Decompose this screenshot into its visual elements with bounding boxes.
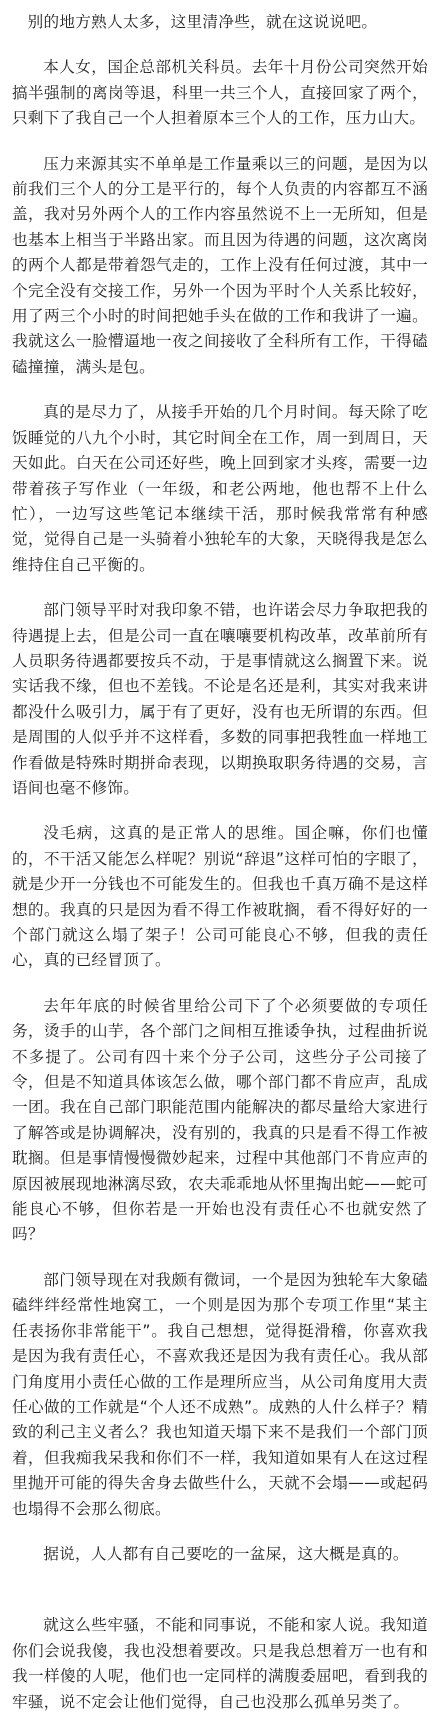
- paragraph-intro: 别的地方熟人太多，这里清净些，就在这说说吧。: [27, 13, 378, 31]
- paragraph-spacer: [12, 1567, 428, 1613]
- paragraph-saying: 据说，人人都有自己要吃的一盆屎，这大概是真的。: [43, 1544, 409, 1563]
- paragraph-spacer: [12, 1248, 428, 1268]
- paragraph-leadership: 部门领导平时对我印象不错，也许诺会尽力争取把我的待遇提上去，但是公司一直在嚷嚷要机构改革，改革前所有人员职务待遇都要按兵不动，于是事情就这么搁置下来。说实话我不缘，但也不差钱。不论是名还是利，其实对我来讲都没什么吸引力，属于有了更好，没有也无所谓的东西。但是周围的人似乎并不这样看，多数的同事把我牲血一样地工作看做是特殊时期拼命表现，以期换取职务待遇的交易，言语间也毫不修饰。: [12, 601, 428, 797]
- paragraph-spacer: [12, 380, 428, 400]
- paragraph-pressure: 压力来源其实不单单是工作量乘以三的问题，是因为以前我们三个人的分工是平行的，每个人负责的内容都互不涵盖，我对另外两个人的工作内容虽然说不上一无所知，但是也基本上相当于半路出家。而且因为待遇的问题，这次离岗的两个人都是带着怨气走的，工作上没有任何过渡，其中一个完全没有交接工作，另外一个因为平时个人关系比较好，用了两三个小时的时间把她手头在做的工作和我讲了一遍。我就这么一脸懵逼地一夜之间接收了全科所有工作，干得磕磕撞撞，满头是包。: [12, 154, 428, 376]
- paragraph-criticism: 部门领导现在对我颇有微词，一个是因为独轮车大象磕磕绊绊经常性地窝工，一个则是因为那个专项工作里“某主任表扬你非常能干”。我自己想想，觉得挺滑稽，你喜欢我是因为我有责任心，不喜欢我还是因为我有责任心。我从部门角度用小责任心做的工作是理所应当，从公司角度用大责任心做的工作就是“个人还不成熟”。成熟的人什么样子？精致的利己主义者么？我也知道天塌下来不是我们一个部门顶着，但我痴我呆我和你们不一样，我知道如果有人在这过程里抛开可能的得失舍身去做些什么，天就不会塌——或起码也塌得不会那么彻底。: [12, 1270, 428, 1518]
- paragraph-special-task: 去年年底的时候省里给公司下了个必须要做的专项任务，烫手的山芋，各个部门之间相互推诿争执，过程曲折说不多提了。公司有四十来个分子公司，这些分子公司接了令，但是不知道具体该怎么做，哪个部门都不肯应声，乱成一团。我在自己部门职能范围内能解决的都尽量给大家进行了解答或是协调解决，没有别的，我真的只是看不得工作被耽搁。但是事情慢慢微妙起来，过程中其他部门不肯应声的原因被展现地淋漓尽致，农夫乖乖地从怀里掏出蛇——蛇可能良心不够，但你若是一开始也没有责任心不也就安然了吗？: [12, 996, 428, 1244]
- paragraph-spacer: [12, 578, 428, 598]
- paragraph-responsibility: 没毛病，这真的是正常人的思维。国企嘛，你们也懂的，不干活又能怎么样呢？别说“辞退”这样可怕的字眼了，就是少开一分钱也不可能发生的。但我也千真万确不是这样想的。我真的只是因为看不得工作被耽搁，看不得好好的一个部门就这么塌了架子！公司可能良心不够，但我的责任心，真的已经冒顶了。: [12, 824, 428, 970]
- paragraph-spacer: [12, 35, 428, 55]
- paragraph-spacer: [12, 1522, 428, 1542]
- paragraph-closing: 就这么些牢骚，不能和同事说，不能和家人说。我知道你们会说我傻，我也没想着要改。只是我总想着万一也有和我一样傻的人呢，他们也一定同样的满腹委屈吧，看到我的牢骚，说不定会让他们觉得，自己也没那么孤单另类了。: [12, 1616, 428, 1711]
- paragraph-effort: 真的是尽力了，从接手开始的几个月时间。每天除了吃饭睡觉的八九个小时，其它时间全在工作，周一到周日，天天如此。白天在公司还好些，晚上回到家才头疼，需要一边带着孩子写作业（一年级，和老公两地，他也帮不上什么忙），一边写这些笔记本继续干活，那时候我常常有种感觉，觉得自己是一头骑着小独轮车的大象，天晓得我是怎么维持住自己平衡的。: [12, 403, 428, 574]
- paragraph-spacer: [12, 132, 428, 152]
- paragraph-spacer: [12, 801, 428, 821]
- paragraph-background: 本人女，国企总部机关科员。去年十月份公司突然开始搞半强制的离岗等退，科里一共三个人，直接回家了两个，只剩下了我自己一个人担着原本三个人的工作，压力山大。: [12, 58, 428, 128]
- paragraph-spacer: [12, 974, 428, 994]
